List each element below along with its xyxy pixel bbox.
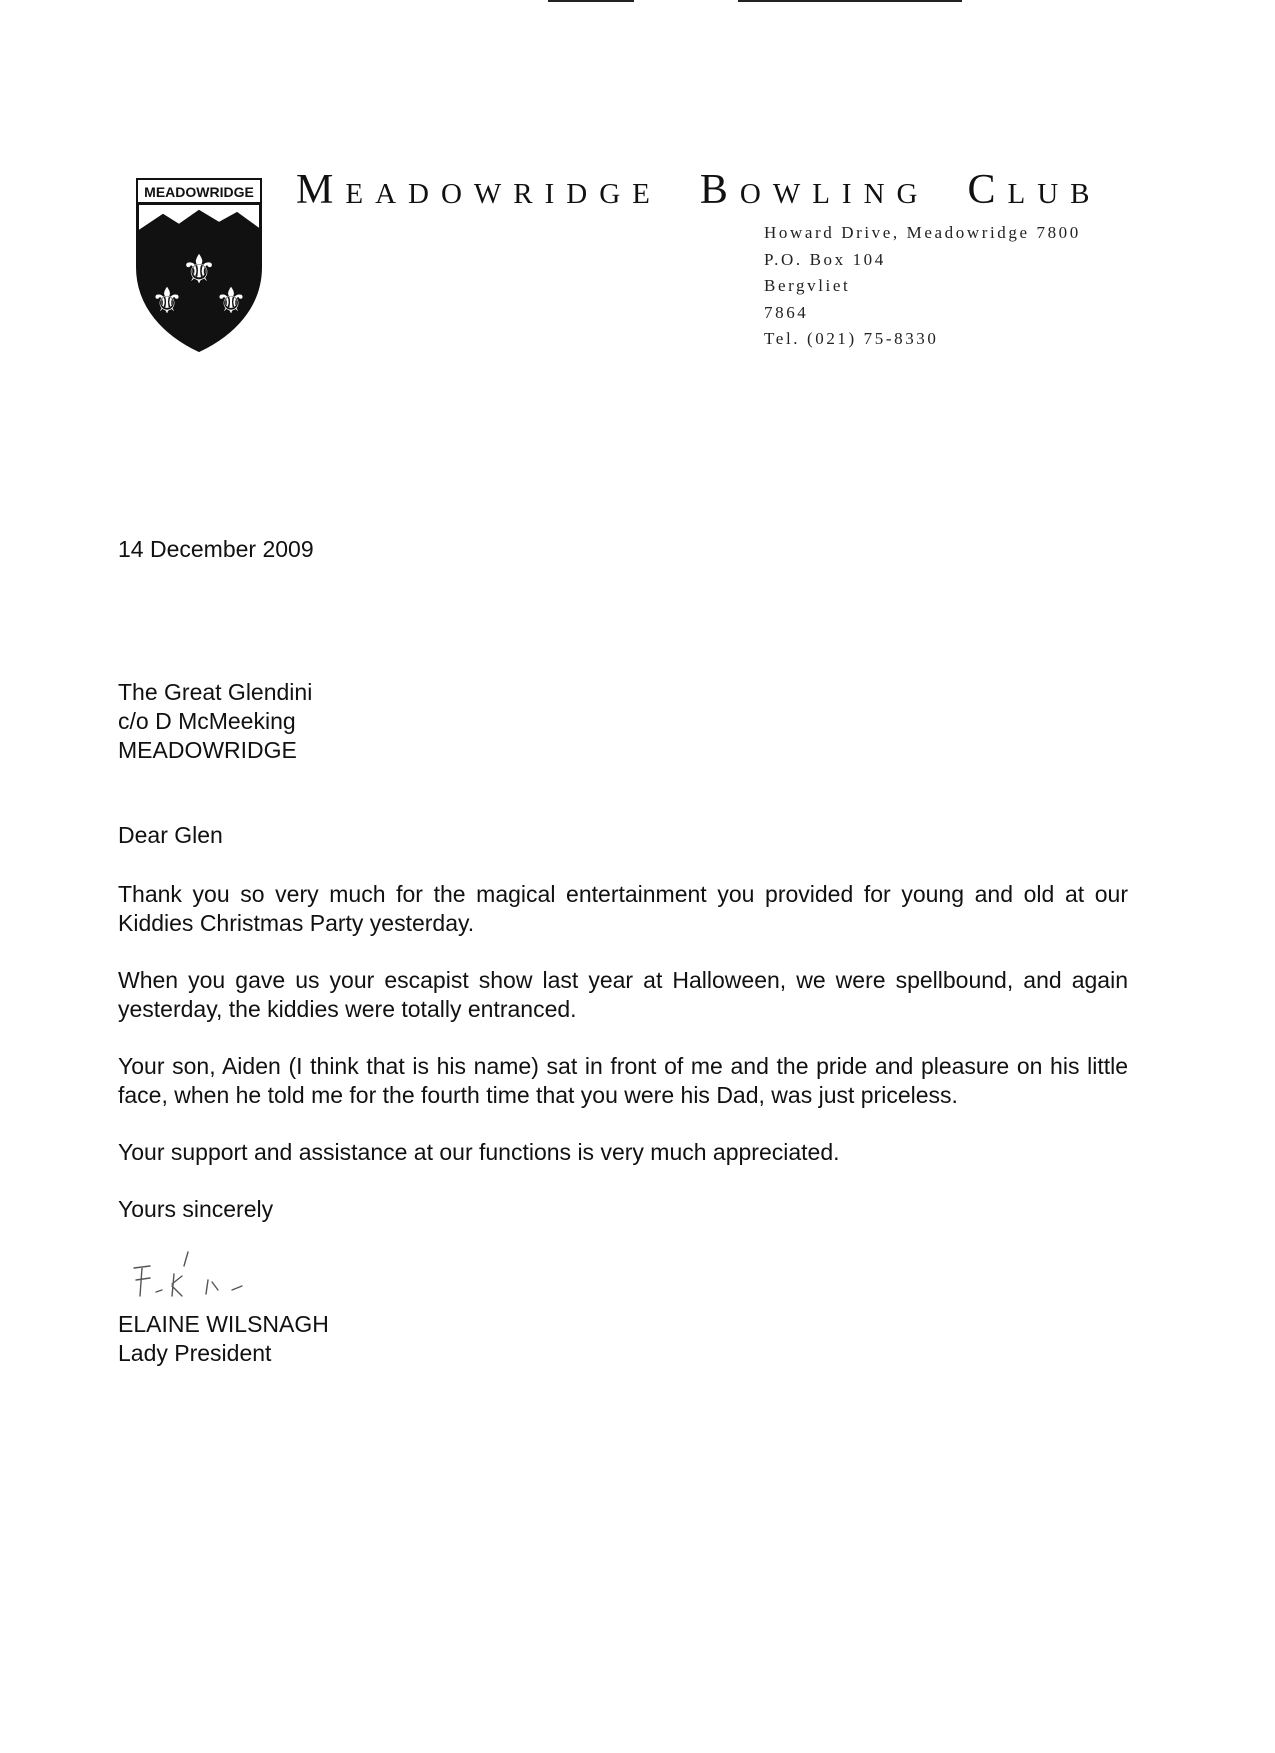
handwritten-signature	[128, 1246, 288, 1306]
club-name-heading: MEADOWRIDGE BOWLING CLUB	[296, 167, 1102, 213]
closing: Yours sincerely	[118, 1196, 274, 1222]
address-line: Howard Drive, Meadowridge 7800	[764, 223, 1081, 242]
recipient-block	[118, 678, 1128, 765]
svg-text:⚜: ⚜	[150, 281, 184, 322]
recipient-line: c/o D McMeeking	[118, 708, 296, 734]
signer-title: Lady President	[118, 1340, 272, 1366]
svg-text:⚜: ⚜	[181, 247, 217, 293]
body-paragraph: When you gave us your escapist show last year at Halloween, we were spellbound, and again yesterday, the kiddies were totally entranced.	[118, 967, 1128, 1022]
address-line: P.O. Box 104	[764, 249, 886, 269]
svg-text:⚜: ⚜	[214, 281, 248, 322]
recipient-line: MEADOWRIDGE	[118, 737, 297, 763]
body-paragraph: Your support and assistance at our functions is very much appreciated.	[118, 1139, 840, 1165]
letter-date: 14 December 2009	[118, 536, 314, 562]
signer-block	[118, 1310, 1128, 1368]
body-paragraph: Thank you so very much for the magical entertainment you provided for young and old at our Kiddies Christmas Party yesterday.	[118, 881, 1128, 936]
crest-banner-text: MEADOWRIDGE	[144, 184, 254, 200]
club-address	[764, 220, 1081, 353]
club-crest-logo	[133, 175, 265, 355]
signer-name: ELAINE WILSNAGH	[118, 1311, 329, 1337]
body-paragraph: Your son, Aiden (I think that is his name) sat in front of me and the pride and pleasure on his little face, when he told me for the fourth time that you were his Dad, was just priceless.	[118, 1053, 1128, 1108]
top-rule-right	[738, 0, 962, 2]
top-rule-left	[548, 0, 634, 2]
address-line: Bergvliet	[764, 276, 851, 295]
address-line: 7864	[764, 302, 809, 322]
salutation: Dear Glen	[118, 822, 223, 848]
recipient-line: The Great Glendini	[118, 679, 313, 705]
address-line: Tel. (021) 75-8330	[764, 329, 939, 348]
